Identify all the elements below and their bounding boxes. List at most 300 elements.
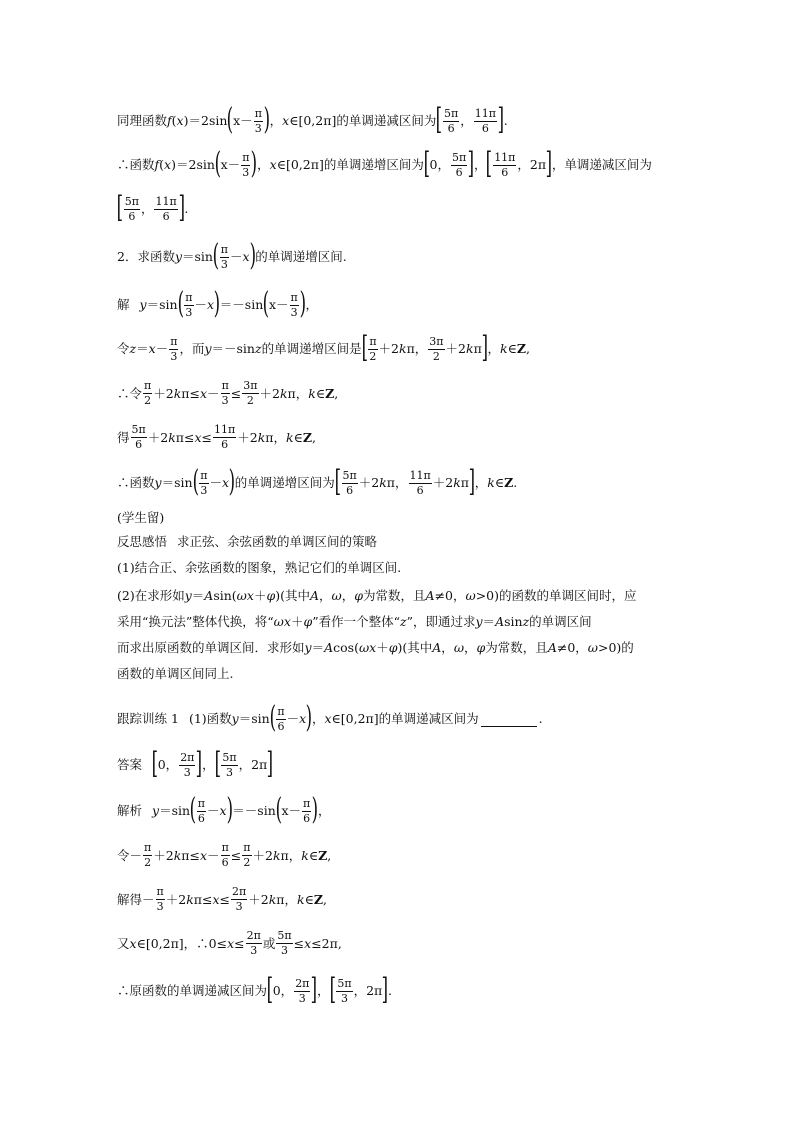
text: x－ <box>220 157 241 172</box>
text: ∴令 <box>117 385 143 401</box>
denominator: 3 <box>250 944 258 957</box>
text: ＋ <box>253 588 267 603</box>
fraction <box>276 706 285 733</box>
bracket-close: ] <box>467 146 475 181</box>
text: (2)在求形如 <box>117 588 185 603</box>
text: >0)的函数的单调区间时，应 <box>475 588 637 603</box>
text: k <box>268 891 277 907</box>
numerator: π <box>221 841 229 854</box>
text: π， <box>386 475 408 490</box>
text: － <box>207 803 220 818</box>
bracket-open: [ <box>214 746 221 781</box>
denominator: 3 <box>254 121 262 135</box>
text: ， <box>269 113 283 128</box>
text: ＝sin <box>146 297 178 312</box>
paren-close: ) <box>251 146 258 181</box>
numerator: 5π <box>337 976 352 990</box>
text: ∴函数 <box>117 157 155 172</box>
text: ，2π <box>238 757 268 772</box>
text: k <box>168 429 176 445</box>
bracket-close: ] <box>381 972 389 1007</box>
fraction <box>428 336 444 363</box>
text: － <box>286 711 300 726</box>
text: x <box>148 341 156 356</box>
text: ，2π <box>353 983 383 998</box>
text: π <box>473 341 482 356</box>
fraction <box>409 470 432 497</box>
text: ＝ <box>311 640 325 655</box>
fraction <box>290 292 299 319</box>
text: A <box>547 640 557 655</box>
bracket-close: ] <box>481 330 488 365</box>
denominator: 2 <box>144 394 152 407</box>
text: 的单调递增区间为 <box>234 475 335 490</box>
text: ∈ <box>304 891 314 907</box>
bracket-open: [ <box>334 464 341 499</box>
fraction <box>131 424 147 451</box>
fraction <box>169 336 178 363</box>
text: y <box>154 475 162 490</box>
denominator: 6 <box>277 719 285 733</box>
text: >0)的 <box>597 640 634 655</box>
denominator: 2 <box>243 856 251 869</box>
numerator: π <box>243 841 251 854</box>
text: ”看作一个整体“ <box>312 614 400 629</box>
numerator: 5π <box>124 194 139 208</box>
paren-open: ( <box>192 464 199 499</box>
text: k <box>487 475 495 490</box>
text: π <box>460 475 469 490</box>
fraction <box>231 886 247 913</box>
numerator: π <box>369 334 377 348</box>
text: x <box>324 711 332 726</box>
denominator: 6 <box>455 165 463 179</box>
text: k <box>257 429 266 445</box>
text: 函数的单调区间同上. <box>117 666 234 681</box>
denominator: 2 <box>144 856 152 869</box>
bracket-open: [ <box>151 746 159 781</box>
numerator: π <box>277 704 285 718</box>
denominator: 6 <box>346 483 354 497</box>
paren-open: ( <box>177 286 184 321</box>
fraction <box>199 470 208 497</box>
text: x <box>283 614 291 629</box>
text: 0， <box>272 983 294 998</box>
text: k <box>379 475 387 490</box>
denominator: 6 <box>221 856 229 869</box>
denominator: 6 <box>501 165 509 179</box>
text: z <box>254 341 262 356</box>
fraction <box>241 152 250 179</box>
denominator: 3 <box>170 349 178 363</box>
text: ∈[0,2π]，∴0≤ <box>136 935 228 951</box>
text: ( <box>171 113 177 128</box>
fraction <box>451 152 467 179</box>
answer-blank <box>481 712 537 727</box>
numerator: 5π <box>131 423 146 436</box>
numerator: π <box>303 796 311 810</box>
text: 解 <box>117 297 130 312</box>
bracket-close: ] <box>497 102 505 137</box>
text: π， <box>406 341 428 356</box>
text: ≤ <box>293 935 305 951</box>
line-practice-1 <box>117 700 734 735</box>
text: A <box>495 614 505 629</box>
numerator: 11π <box>409 468 431 482</box>
paren-open: ( <box>262 286 270 321</box>
text: ＝ <box>136 341 149 356</box>
text: － <box>207 385 220 401</box>
text: ， <box>460 113 473 128</box>
text: , <box>322 891 327 907</box>
text: 的单调区间 <box>529 614 592 629</box>
fraction <box>474 108 497 135</box>
text: x <box>227 935 235 951</box>
line-analysis <box>117 792 734 827</box>
text: ω <box>273 614 284 629</box>
paren-open: ( <box>275 792 282 827</box>
bracket-open: [ <box>266 972 274 1007</box>
numerator: 5π <box>222 750 237 764</box>
text: ＋2 <box>147 429 169 445</box>
text: π≤ <box>193 891 213 907</box>
text: Z <box>302 429 312 445</box>
text: x－ <box>281 803 302 818</box>
text: A <box>204 588 214 603</box>
text: Z <box>516 341 526 356</box>
bracket-close: ] <box>311 972 318 1007</box>
text: ≤ <box>219 891 231 907</box>
text: k <box>301 847 309 863</box>
fraction <box>143 380 152 407</box>
text: x <box>299 711 307 726</box>
text: π≤ <box>181 847 200 863</box>
line-strategy-2c <box>117 638 734 658</box>
text: x <box>199 847 208 863</box>
numerator: 3π <box>429 334 444 348</box>
text: )(其中 <box>275 588 310 603</box>
text: x <box>212 891 220 907</box>
text: ∈ <box>507 341 517 356</box>
text: － <box>194 297 208 312</box>
denominator: 2 <box>246 394 254 407</box>
text: y <box>475 614 483 629</box>
text: ω <box>236 588 247 603</box>
text: ， <box>140 201 154 216</box>
denominator: 2 <box>432 349 440 363</box>
line-therefore-let <box>117 380 734 407</box>
text: ，而 <box>179 341 205 356</box>
text: ω <box>331 588 342 603</box>
paren-close: ) <box>213 286 221 321</box>
paren-open: ( <box>214 146 221 181</box>
numerator: 5π <box>342 468 357 482</box>
text: k <box>279 385 288 401</box>
text: ＋ <box>290 614 304 629</box>
line-let-z <box>117 330 734 365</box>
text: ， <box>202 757 215 772</box>
denominator: 3 <box>298 991 306 1005</box>
text: ＋2 <box>248 891 269 907</box>
text: A <box>324 640 334 655</box>
text: sin <box>504 614 523 629</box>
text: ＋2 <box>237 429 258 445</box>
text: k <box>173 385 182 401</box>
text: , <box>334 385 339 401</box>
fraction <box>156 886 165 913</box>
text: x <box>219 803 227 818</box>
text: cos( <box>333 640 359 655</box>
bracket-close: ] <box>266 746 274 781</box>
denominator: 3 <box>281 944 289 957</box>
fraction <box>336 978 352 1005</box>
text: A <box>309 588 320 603</box>
text: k <box>399 341 407 356</box>
denominator: 6 <box>162 209 170 223</box>
text: 答案 <box>117 757 143 772</box>
text: )＝2sin <box>183 113 228 128</box>
text: (1)函数 <box>188 711 232 726</box>
text: 令－ <box>117 847 143 863</box>
line-get <box>117 424 734 451</box>
text: ， <box>441 640 454 655</box>
text: ∈ <box>315 385 326 401</box>
text: x <box>246 588 254 603</box>
text: 令 <box>117 341 130 356</box>
denominator: 3 <box>156 900 164 913</box>
text: ∈ <box>293 429 303 445</box>
text: x－ <box>233 113 253 128</box>
denominator: 6 <box>135 438 143 451</box>
line-strategy-1 <box>117 558 734 578</box>
text: ＝sin <box>238 711 270 726</box>
text: ≤ <box>201 429 213 445</box>
denominator: 3 <box>183 765 191 779</box>
line-strategy-2d <box>117 664 734 684</box>
text: ＝sin <box>182 249 213 264</box>
fraction <box>493 152 516 179</box>
denominator: 3 <box>340 991 348 1005</box>
numerator: 5π <box>444 106 459 120</box>
numerator: 11π <box>214 423 236 436</box>
text: ＋2 <box>445 341 466 356</box>
text: k <box>308 385 316 401</box>
text: k <box>286 429 294 445</box>
text: ω <box>465 588 476 603</box>
text: y <box>231 711 239 726</box>
paren-close: ) <box>263 102 271 137</box>
fraction <box>213 424 236 451</box>
text: 为常数，且 <box>363 588 426 603</box>
text: x <box>129 935 137 951</box>
text: － <box>155 341 169 356</box>
numerator: 3π <box>243 379 258 392</box>
paren-close: ) <box>311 792 319 827</box>
text: k <box>186 891 194 907</box>
text: ， <box>487 341 501 356</box>
text: x <box>282 113 290 128</box>
text: 或 <box>262 935 276 951</box>
line-tongli <box>117 102 734 137</box>
text: 解析 <box>117 803 143 818</box>
text: x <box>269 157 277 172</box>
text: 2．求函数 <box>117 249 175 264</box>
denominator: 6 <box>481 121 489 135</box>
fraction <box>246 930 262 957</box>
text: ， <box>305 297 319 312</box>
text: ＋2 <box>165 891 187 907</box>
text: 而求出原函数的单调区间．求形如 <box>117 640 305 655</box>
numerator: π <box>144 379 152 392</box>
text: k <box>500 341 508 356</box>
bracket-open: [ <box>329 972 336 1007</box>
denominator: 3 <box>225 765 233 779</box>
text: π≤ <box>181 385 200 401</box>
denominator: 3 <box>220 257 228 271</box>
fraction <box>294 978 310 1005</box>
bracket-open: [ <box>486 146 493 181</box>
text: φ <box>354 588 364 603</box>
numerator: 2π <box>180 750 195 764</box>
text: ， <box>318 803 331 818</box>
text: ≤ <box>234 935 245 951</box>
text: ， <box>317 983 330 998</box>
numerator: π <box>144 841 152 854</box>
text: x <box>304 935 312 951</box>
text: x <box>207 297 215 312</box>
text: ∈ <box>494 475 505 490</box>
text: (1)结合正、余弦函数的图象，熟记它们的单调区间. <box>117 560 402 575</box>
fraction <box>276 930 292 957</box>
text: ＝－sin <box>232 803 276 818</box>
text: ＝sin <box>159 803 191 818</box>
text: ＋2 <box>153 847 174 863</box>
denominator: 6 <box>197 811 205 825</box>
text: ≤2π, <box>311 935 342 951</box>
paren-close: ) <box>249 238 256 273</box>
text: Z <box>313 891 323 907</box>
text: x <box>199 385 208 401</box>
fraction <box>242 380 258 407</box>
numerator: 2π <box>232 885 247 898</box>
text: ， <box>257 157 270 172</box>
text: x <box>369 640 377 655</box>
text: ＋2 <box>252 847 273 863</box>
line-problem-2 <box>117 238 734 273</box>
text: φ <box>476 640 486 655</box>
denominator: 3 <box>235 900 243 913</box>
text: 0， <box>157 757 179 772</box>
text: ，2π <box>517 157 547 172</box>
text: y <box>304 640 312 655</box>
bracket-open: [ <box>361 330 368 365</box>
denominator: 6 <box>128 209 136 223</box>
text: 解得－ <box>117 891 155 907</box>
text: 的单调递增区间. <box>255 249 347 264</box>
text: ≠0， <box>556 640 588 655</box>
text: x <box>242 249 250 264</box>
fraction <box>242 842 251 869</box>
numerator: 11π <box>494 150 516 164</box>
fraction <box>143 842 152 869</box>
line-strategy-2b <box>117 612 734 632</box>
fraction <box>368 336 377 363</box>
fraction <box>221 752 237 779</box>
denominator: 3 <box>221 394 229 407</box>
text: φ <box>388 640 398 655</box>
numerator: π <box>254 106 262 120</box>
denominator: 3 <box>290 305 298 319</box>
text: π≤ <box>175 429 195 445</box>
numerator: π <box>185 290 193 304</box>
numerator: π <box>220 242 228 256</box>
bracket-close: ] <box>178 190 185 225</box>
text: ∈[0,2π]的单调递增区间为 <box>276 157 424 172</box>
bracket-close: ] <box>545 146 553 181</box>
denominator: 6 <box>221 438 229 451</box>
text: π， <box>276 891 298 907</box>
text: . <box>388 983 392 998</box>
fraction <box>154 196 177 223</box>
text: ＝－sin <box>211 341 255 356</box>
paren-close: ) <box>299 286 306 321</box>
bracket-close: ] <box>468 464 476 499</box>
text: ( <box>159 157 165 172</box>
fraction <box>342 470 358 497</box>
text: ∈[0,2π]的单调递减区间为 <box>331 711 479 726</box>
paren-open: ( <box>227 102 234 137</box>
text: . <box>538 711 543 726</box>
text: ＋2 <box>432 475 454 490</box>
text: ≠0， <box>434 588 466 603</box>
text: , <box>311 429 316 445</box>
text: (学生留) <box>117 510 165 525</box>
text: . <box>184 201 189 216</box>
text: z <box>400 614 407 629</box>
text: x <box>176 113 184 128</box>
text: x <box>222 475 230 490</box>
denominator: 6 <box>303 811 311 825</box>
text: 0， <box>429 157 450 172</box>
text: ＋2 <box>259 385 280 401</box>
fraction <box>443 108 459 135</box>
numerator: π <box>170 334 178 348</box>
text: ，单调递减区间为 <box>551 157 652 172</box>
line-solution <box>117 286 734 321</box>
denominator: 6 <box>447 121 455 135</box>
text: )＝2sin <box>171 157 215 172</box>
text: － <box>229 249 243 264</box>
text: ＝sin <box>161 475 193 490</box>
bracket-close: ] <box>196 746 203 781</box>
fraction <box>254 108 263 135</box>
text: ≤ <box>230 385 242 401</box>
text: ≤ <box>230 847 242 863</box>
text: ， <box>311 711 325 726</box>
text: ， <box>319 588 332 603</box>
text: A <box>425 588 435 603</box>
text: x <box>194 429 202 445</box>
numerator: 5π <box>277 929 292 942</box>
denominator: 2 <box>369 349 377 363</box>
paren-close: ) <box>226 792 233 827</box>
fraction <box>221 842 230 869</box>
denominator: 6 <box>416 483 424 497</box>
numerator: π <box>221 379 229 392</box>
text: π， <box>280 847 302 863</box>
text: . <box>513 475 518 490</box>
line-increasing-f <box>117 146 734 181</box>
